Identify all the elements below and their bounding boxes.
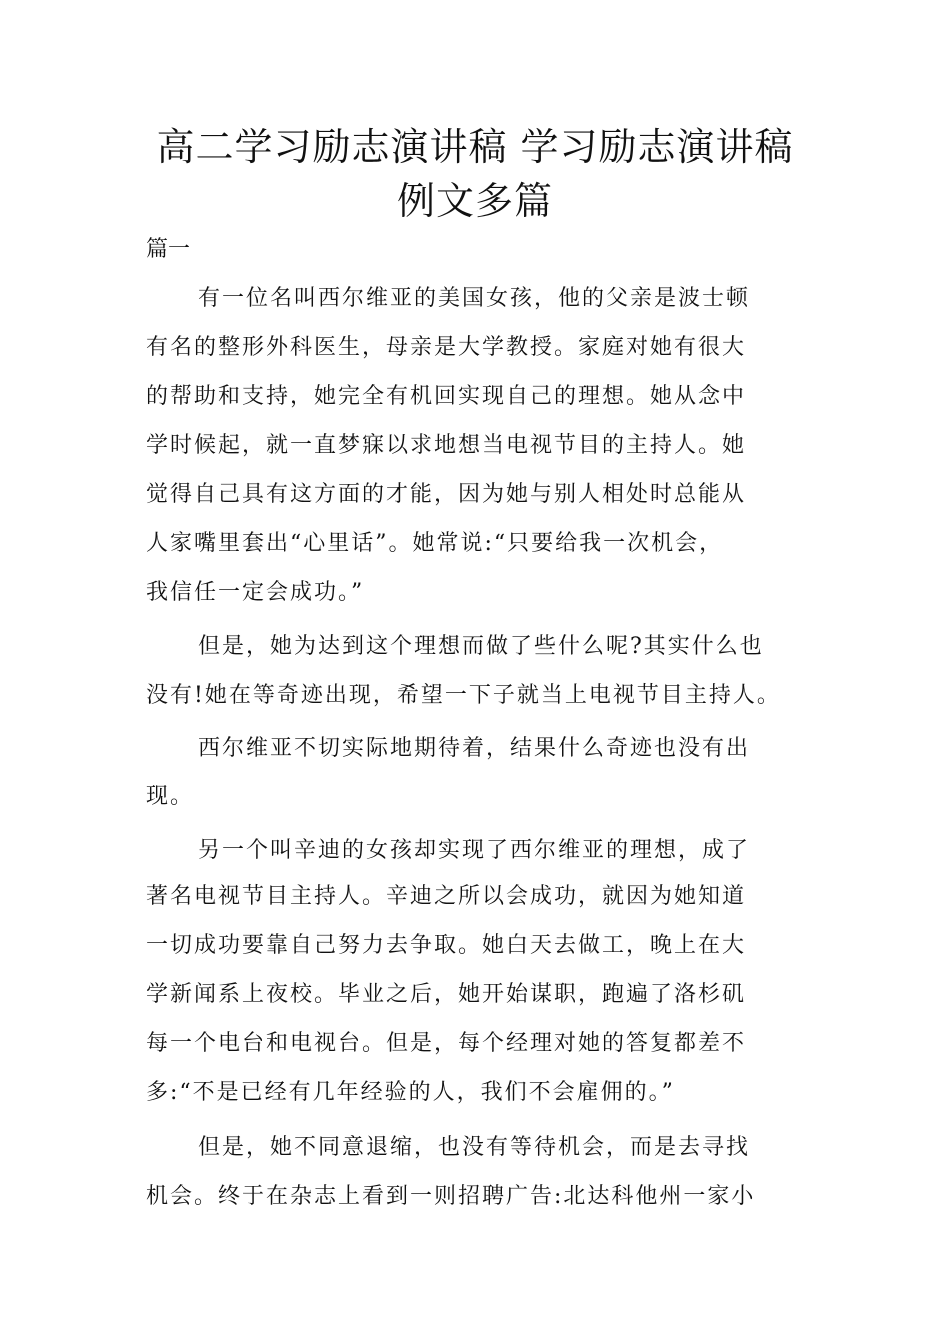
document-title <box>100 120 850 228</box>
text-line: 有一位名叫西尔维亚的美国女孩，他的父亲是波士顿 <box>198 286 751 311</box>
text-line: 每一个电台和电视台。但是，每个经理对她的答复都差不 <box>146 1031 747 1056</box>
text-line: 西尔维亚不切实际地期待着，结果什么奇迹也没有出 <box>198 736 751 761</box>
text-line: 现。 <box>146 784 195 809</box>
text-line: 觉得自己具有这方面的才能，因为她与别人相处时总能从 <box>146 482 747 507</box>
text-line: 有名的整形外科医生，母亲是大学教授。家庭对她有很大 <box>146 335 747 360</box>
text-line: 学时候起，就一直梦寐以求地想当电视节目的主持人。她 <box>146 433 747 458</box>
title-line-2: 例文多篇 <box>396 179 553 223</box>
section-label: 篇一 <box>146 237 191 262</box>
text-line: 学新闻系上夜校。毕业之后，她开始谋职，跑遍了洛杉矶 <box>146 982 747 1007</box>
text-line: 但是，她为达到这个理想而做了些什么呢?其实什么也 <box>198 634 764 659</box>
text-line: 一切成功要靠自己努力去争取。她白天去做工，晚上在大 <box>146 933 747 958</box>
title-line-1: 高二学习励志演讲稿 学习励志演讲稿 <box>156 125 794 169</box>
text-line: 另一个叫辛迪的女孩却实现了西尔维亚的理想，成了 <box>198 838 751 863</box>
text-line: 多:“不是已经有几年经验的人，我们不会雇佣的。” <box>146 1080 675 1105</box>
text-line: 的帮助和支持，她完全有机回实现自己的理想。她从念中 <box>146 384 747 409</box>
text-line: 著名电视节目主持人。辛迪之所以会成功，就因为她知道 <box>146 884 747 909</box>
text-line: 但是，她不同意退缩，也没有等待机会，而是去寻找 <box>198 1135 751 1160</box>
text-line: 机会。终于在杂志上看到一则招聘广告:北达科他州一家小 <box>146 1184 756 1209</box>
text-line: 人家嘴里套出“心里话”。她常说:“只要给我一次机会， <box>146 531 724 556</box>
text-line: 没有!她在等奇迹出现，希望一下子就当上电视节目主持人。 <box>146 683 781 708</box>
text-line: 我信任一定会成功。” <box>146 580 365 605</box>
